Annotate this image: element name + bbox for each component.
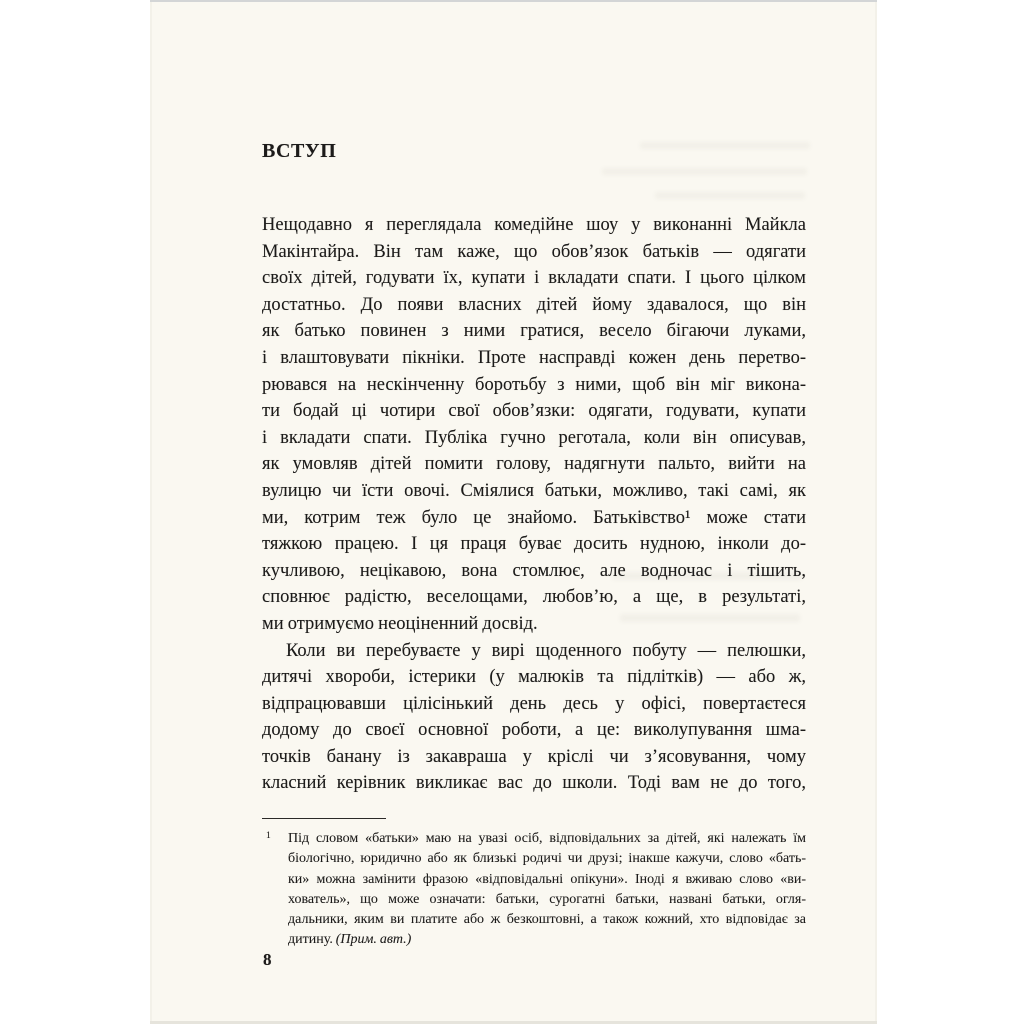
text-line: своїх дітей, годувати їх, купати і вкладати спати. І цього цілком (262, 268, 806, 289)
text-line: точків банану із закавраша у кріслі чи з’ясовування, чому (262, 746, 806, 767)
text-line: тяжкою працею. І ця праця буває досить нудною, інколи до- (262, 534, 806, 555)
body-text (262, 212, 806, 797)
text-line: відпрацювавши цілісінький день десь у офісі, повертаєтеся (262, 693, 806, 714)
text-line: Макінтайра. Він там каже, що обов’язок батьків — одягати (262, 241, 806, 262)
footnote-line: дальники, яким ви платите або ж безкоштовні, а також кожний, хто відповідає за (288, 912, 806, 928)
text-line: додому до своєї основної роботи, а це: виколупування шма- (262, 720, 806, 741)
footnote (262, 829, 806, 951)
text-line: ми отримуємо неоціненний досвід. (262, 613, 538, 634)
footnote-separator (262, 818, 386, 819)
text-line: Коли ви перебуваєте у вирі щоденного побуту — пелюшки, (286, 640, 806, 661)
show-through-artifact (640, 142, 810, 149)
show-through-artifact (655, 192, 805, 199)
footnote-text: дитину. (288, 932, 336, 948)
footnote-marker: 1 (266, 831, 271, 841)
text-line: достатньо. До появи власних дітей йому здавалося, що він (262, 294, 806, 315)
text-line: як батько повинен з ними гратися, весело бігаючи луками, (262, 321, 806, 342)
text-line: Нещодавно я переглядала комедійне шоу у виконанні Майкла (262, 215, 806, 235)
text-line: вулицю чи їсти овочі. Сміялися батьки, можливо, такі самі, як (262, 480, 806, 501)
footnote-line: Під словом «батьки» маю на увазі осіб, відповідальних за дітей, які належать їм (288, 831, 806, 846)
text-line: ти бодай ці чотири свої обов’язки: одягати, годувати, купати (262, 401, 806, 422)
chapter-title: ВСТУП (262, 140, 337, 162)
footnote-author-note: (Прим. авт.) (335, 932, 412, 948)
page-number: 8 (263, 950, 272, 969)
text-line: як умовляв дітей помити голову, надягнути пальто, вийти на (262, 454, 806, 475)
text-line: класний керівник викликає вас до школи. Тоді вам не до того, (262, 773, 806, 794)
footnote-line (288, 930, 806, 950)
text-line: і влаштовувати пікніки. Проте насправді кожен день перетво- (262, 347, 806, 368)
show-through-artifact (602, 168, 807, 175)
text-line: сповнює радістю, веселощами, любов’ю, а ще, в результаті, (262, 587, 806, 608)
footnote-lines (288, 829, 806, 951)
text-line: рювався на нескінченну боротьбу з ними, щоб він міг викона- (262, 374, 806, 395)
text-line: кучливою, нецікавою, вона стомлює, але водночас і тішить, (262, 560, 806, 581)
footnote-line: біологічно, юридично або як близькі родичі чи друзі; інакше кажучи, слово «бать- (288, 851, 806, 867)
page-paper (150, 0, 877, 1024)
text-line: ми, котрим теж було це знайомо. Батьківство¹ може стати (262, 507, 806, 528)
text-line: і вкладати спати. Публіка гучно реготала, коли він описував, (262, 427, 806, 448)
text-line: дитячі хвороби, істерики (у малюків та підлітків) — або ж, (262, 667, 806, 688)
footnote-line: ки» можна замінити фразою «відповідальні опікуни». Іноді я вживаю слово «ви- (288, 871, 806, 887)
footnote-line: хователь», що може означати: батьки, сурогатні батьки, названі батьки, огля- (288, 891, 806, 907)
